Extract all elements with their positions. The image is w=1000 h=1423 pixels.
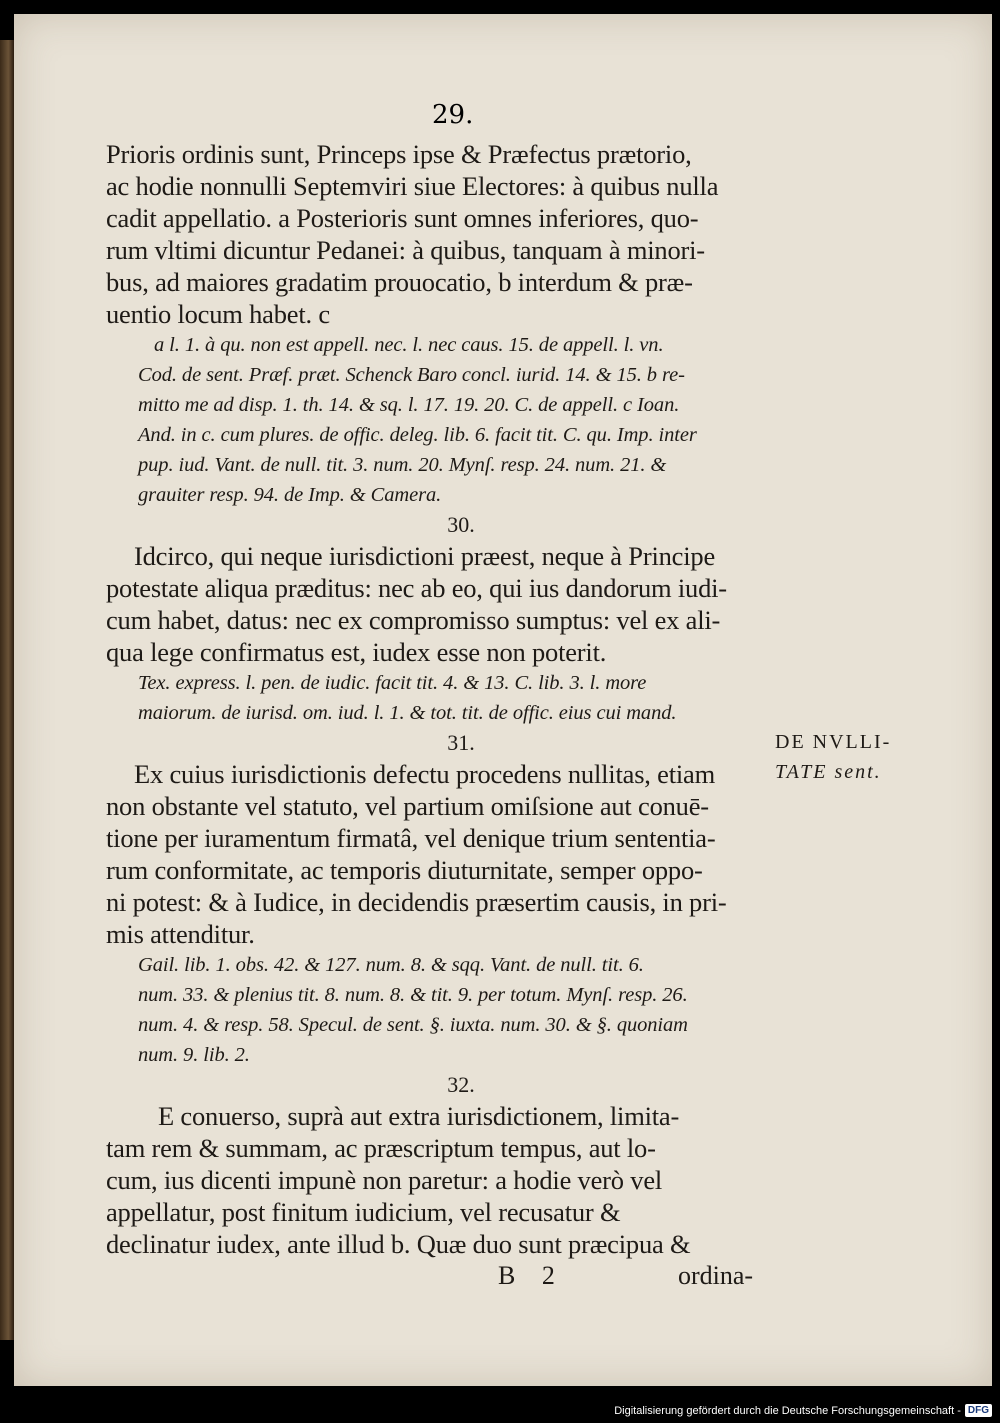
text-line: Prioris ordinis sunt, Princeps ipse & Præfectus prætorio, — [106, 139, 692, 169]
footnote-line: mitto me ad disp. 1. th. 14. & sq. l. 17. 19. 20. C. de appell. c Ioan. — [138, 394, 680, 416]
footnote-line: num. 4. & resp. 58. Specul. de sent. §. iuxta. num. 30. & §. quoniam — [138, 1014, 688, 1036]
footnote-line: pup. iud. Vant. de null. tit. 3. num. 20. Mynſ. resp. 24. num. 21. & — [138, 454, 667, 476]
section-number: 32. — [447, 1072, 475, 1097]
footnote-line: a l. 1. à qu. non est appell. nec. l. nec caus. 15. de appell. l. vn. — [154, 334, 664, 356]
text-line: tam rem & summam, ac præscriptum tempus, aut lo- — [106, 1133, 656, 1163]
text-line: mis attenditur. — [106, 919, 255, 949]
catch-line — [106, 1260, 786, 1292]
text-line: qua lege confirmatus est, iudex esse non poterit. — [106, 637, 607, 667]
text-line: ni potest: & à Iudice, in decidendis præsertim causis, in pri- — [106, 887, 727, 917]
footnote-line: maiorum. de iurisd. om. iud. l. 1. & tot. tit. de offic. eius cui mand. — [138, 702, 677, 724]
footer-text: Digitalisierung gefördert durch die Deutsche Forschungsgemeinschaft - — [614, 1404, 961, 1417]
text-line: rum vltimi dicuntur Pedanei: à quibus, tanquam à minori- — [106, 235, 705, 265]
footnote-line: Cod. de sent. Præf. præt. Schenck Baro concl. iurid. 14. & 15. b re- — [138, 364, 685, 386]
catchword: ordina- — [678, 1261, 754, 1290]
dfg-logo: DFG — [965, 1404, 992, 1417]
page-number: 29. — [432, 100, 474, 130]
text-line: tione per iuramentum firmatâ, vel denique trium sententia- — [106, 823, 716, 853]
signature-mark: B 2 — [498, 1261, 565, 1290]
book-spine — [0, 40, 14, 1340]
text-line: appellatur, post finitum iudicium, vel recusatur & — [106, 1197, 621, 1227]
text-line: non obstante vel statuto, vel partium omiſsione aut conuē- — [106, 791, 709, 821]
footnote-line: And. in c. cum plures. de offic. deleg. lib. 6. facit tit. C. qu. Imp. inter — [138, 424, 697, 446]
footnote-line: Gail. lib. 1. obs. 42. & 127. num. 8. & sqq. Vant. de null. tit. 6. — [138, 954, 644, 976]
text-line: Idcirco, qui neque iurisdictioni præest, neque à Principe — [134, 541, 716, 571]
marginal-note-line: TATE sent. — [775, 761, 882, 783]
text-line: cadit appellatio. a Posterioris sunt omnes inferiores, quo- — [106, 203, 699, 233]
section-number: 31. — [447, 730, 475, 755]
section-number: 30. — [447, 512, 475, 537]
marginal-note-line: DE NVLLI- — [775, 731, 892, 753]
footnote-line: Tex. express. l. pen. de iudic. facit tit. 4. & 13. C. lib. 3. l. more — [138, 672, 647, 694]
text-line: uentio locum habet. c — [106, 299, 330, 329]
footnote-line: num. 33. & plenius tit. 8. num. 8. & tit. 9. per totum. Mynſ. resp. 26. — [138, 984, 688, 1006]
text-line: cum habet, datus: nec ex compromisso sumptus: vel ex ali- — [106, 605, 721, 635]
text-line: rum conformitate, ac temporis diuturnitate, semper oppo- — [106, 855, 703, 885]
text-line: cum, ius dicenti impunè non paretur: a hodie verò vel — [106, 1165, 663, 1195]
footnote-line: num. 9. lib. 2. — [138, 1044, 250, 1066]
footnote-line: grauiter resp. 94. de Imp. & Camera. — [138, 484, 442, 506]
text-line: ac hodie nonnulli Septemviri siue Electores: à quibus nulla — [106, 171, 719, 201]
text-line: potestate aliqua præditus: nec ab eo, qui ius dandorum iudi- — [106, 573, 727, 603]
text-line: Ex cuius iurisdictionis defectu procedens nullitas, etiam — [134, 759, 716, 789]
marginal-note — [775, 727, 945, 787]
digitization-footer — [614, 1404, 992, 1417]
text-line: bus, ad maiores gradatim prouocatio, b interdum & præ- — [106, 267, 693, 297]
text-line: declinatur iudex, ante illud b. Quæ duo sunt præcipua & — [106, 1229, 691, 1259]
text-line: E conuerso, suprà aut extra iurisdictionem, limita- — [158, 1101, 680, 1131]
text-block — [106, 138, 786, 1292]
